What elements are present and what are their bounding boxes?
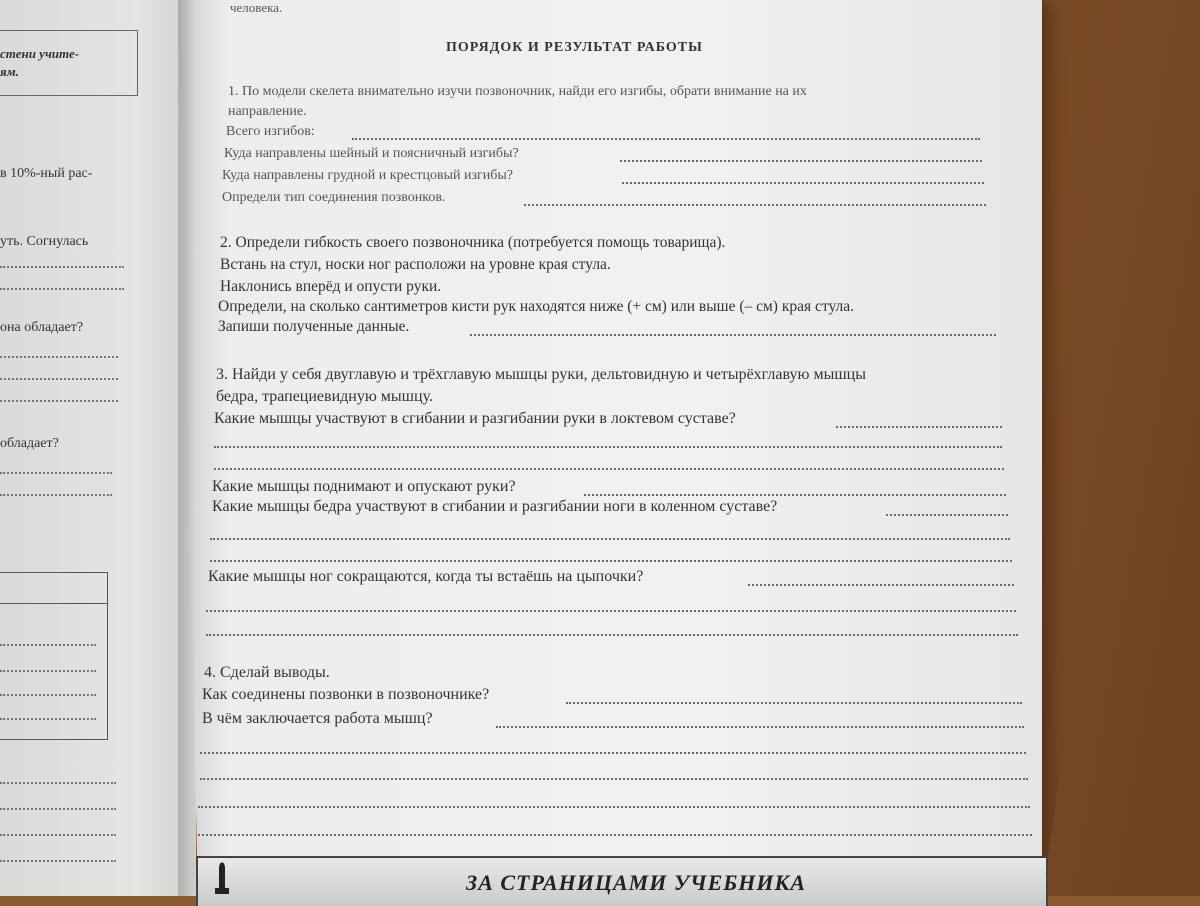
left-fragment-3: в 10%-ный рас- (0, 166, 93, 181)
task4-question-2: В чём заключается работа мышц? (202, 710, 433, 727)
candle-icon (212, 862, 232, 896)
answer-line[interactable] (470, 334, 996, 336)
task2-line2: Встань на стул, носки ног расположи на уровне края стула. (220, 256, 611, 273)
task2-line5: Запиши полученные данные. (218, 318, 410, 335)
task2-line1: 2. Определи гибкость своего позвоночника (потребуется помощь товарища). (220, 234, 726, 251)
answer-line[interactable] (886, 514, 1008, 516)
task2-line4: Определи, на сколько сантиметров кисти рук находятся ниже (+ см) или выше (– см) края стула. (218, 298, 855, 315)
answer-line[interactable] (524, 204, 986, 206)
section-header-title: ЗА СТРАНИЦАМИ УЧЕБНИКА (466, 870, 807, 895)
left-fragment-2: ям. (0, 64, 19, 79)
task1-line1: 1. По модели скелета внимательно изучи позвоночник, найди его изгибы, обрати внимание на их (228, 84, 807, 99)
answer-line[interactable] (352, 138, 980, 140)
task4-line1: 4. Сделай выводы. (204, 664, 330, 681)
answer-line[interactable] (748, 584, 1014, 586)
answer-line[interactable] (584, 494, 1006, 496)
task3-line2: бедра, трапециевидную мышцу. (216, 388, 433, 405)
answer-line[interactable] (566, 702, 1022, 704)
answer-line[interactable] (496, 726, 1024, 728)
answer-line[interactable] (210, 560, 1012, 562)
left-fragment-4: уть. Согнулась (0, 234, 89, 249)
left-fragment-1: стени учите- (0, 46, 80, 61)
task1-question-4: Определи тип соединения позвонков. (222, 190, 446, 205)
left-fragment-6: обладает? (0, 436, 59, 451)
section-title: ПОРЯДОК И РЕЗУЛЬТАТ РАБОТЫ (446, 40, 703, 55)
task3-question-1: Какие мышцы участвуют в сгибании и разгибании руки в локтевом суставе? (214, 410, 736, 427)
task1-line2: направление. (228, 104, 307, 119)
answer-line[interactable] (210, 538, 1010, 540)
top-fragment: человека. (230, 0, 283, 15)
answer-line[interactable] (620, 160, 982, 162)
answer-line[interactable] (206, 634, 1018, 636)
answer-line[interactable] (206, 610, 1016, 612)
answer-line[interactable] (836, 426, 1002, 428)
task3-line1: 3. Найди у себя двуглавую и трёхглавую мышцы руки, дельтовидную и четырёхглавую мышцы (216, 366, 866, 383)
left-fragment-5: она обладает? (0, 320, 84, 335)
task3-question-2: Какие мышцы поднимают и опускают руки? (212, 478, 516, 495)
answer-line[interactable] (622, 182, 984, 184)
answer-line[interactable] (214, 446, 1002, 448)
answer-line[interactable] (200, 752, 1026, 754)
task3-question-4: Какие мышцы ног сокращаются, когда ты встаёшь на цыпочки? (208, 568, 644, 585)
task1-question-2: Куда направлены шейный и поясничный изгибы? (224, 146, 519, 161)
task4-question-1: Как соединены позвонки в позвоночнике? (202, 686, 490, 703)
task1-question-3: Куда направлены грудной и крестцовый изгибы? (222, 168, 513, 183)
task1-question-1: Всего изгибов: (226, 124, 315, 139)
answer-line[interactable] (198, 806, 1030, 808)
answer-line[interactable] (214, 468, 1004, 470)
answer-line[interactable] (200, 778, 1028, 780)
task2-line3: Наклонись вперёд и опусти руки. (220, 278, 442, 295)
task3-question-3: Какие мышцы бедра участвуют в сгибании и разгибании ноги в коленном суставе? (212, 498, 778, 515)
answer-line[interactable] (198, 834, 1032, 836)
